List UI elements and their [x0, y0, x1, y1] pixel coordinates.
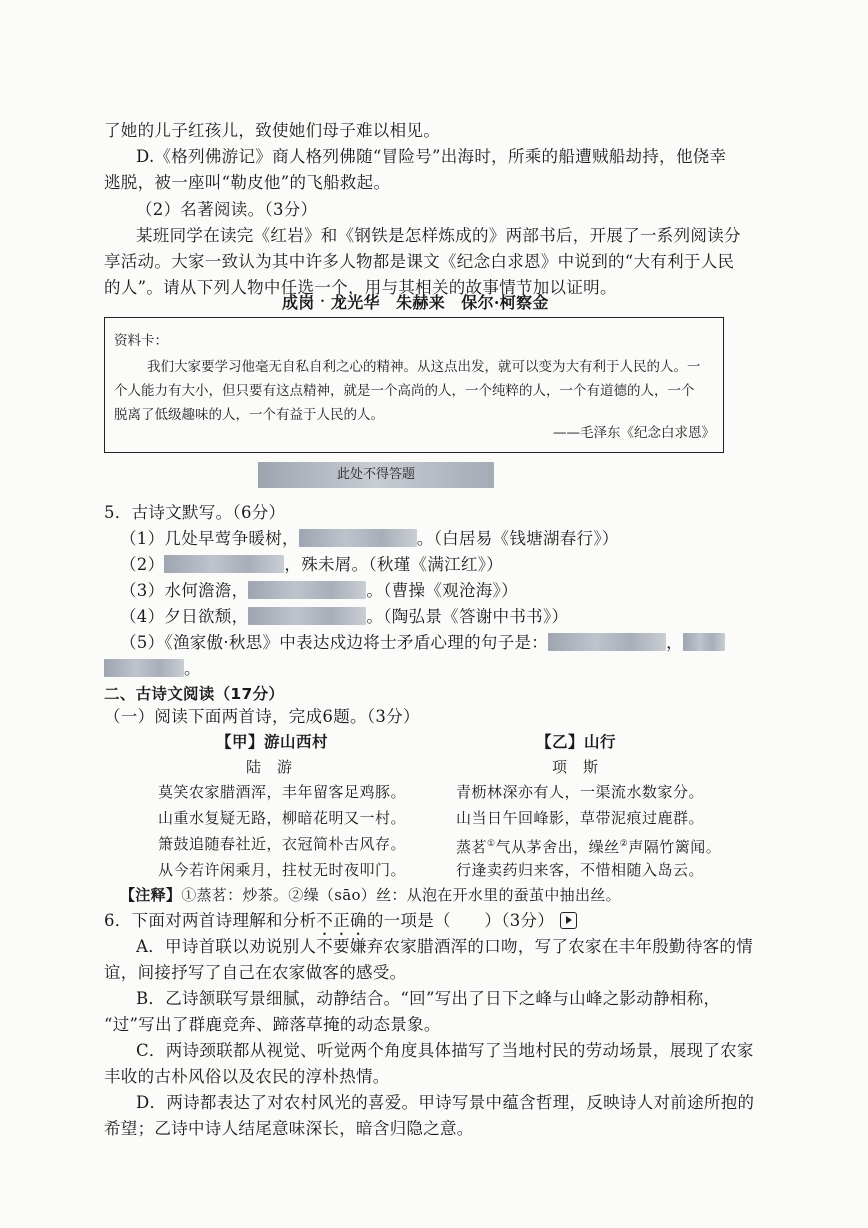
q4-2-heading: （2）名著阅读。（3分） — [136, 200, 318, 219]
answer-blank[interactable] — [248, 581, 366, 599]
poem-b-line3-a: 蒸茗 — [456, 838, 488, 856]
answer-blank[interactable] — [299, 529, 417, 547]
q6-option-c-line2: 丰收的古朴风俗以及农民的淳朴热情。 — [104, 1067, 390, 1086]
no-answer-zone: 此处不得答题 — [258, 462, 494, 488]
q6-stem — [104, 910, 577, 939]
q5-item5 — [120, 632, 725, 654]
video-play-icon[interactable] — [560, 912, 577, 929]
section2-subheading: （一）阅读下面两首诗，完成6题。（3分） — [104, 707, 420, 726]
q5-item1-prompt: （1）几处早莺争暖树， — [120, 529, 299, 548]
card-line2: 个人能力有大小，但只要有这点精神，就是一个高尚的人，一个纯粹的人，一个有道德的人，一个 — [114, 383, 695, 399]
q6-option-a-line2: 谊，间接抒写了自己在农家做客的感受。 — [104, 963, 407, 982]
poem-a-title: 【甲】游山西村 — [216, 733, 329, 751]
poem-b-line3-b: 气从茅舍出，缲丝 — [495, 838, 620, 856]
footnote-marker: ① — [487, 839, 496, 849]
poem-b-author: 项 斯 — [552, 758, 599, 776]
q5-item3-source: 。（曹操《观沧海》） — [366, 581, 518, 600]
poem-b-line3 — [456, 834, 721, 857]
poem-b-line3-c: 声隔竹篱闻。 — [628, 838, 722, 856]
q6-stem-c: 的一项是（ ）（3分） — [366, 911, 555, 930]
poem-b-line4: 行逢卖药归来客，不惜相随入岛云。 — [456, 861, 705, 879]
q6-stem-a: 6．下面对两首诗理解和分析 — [104, 911, 317, 930]
prev-option-d-line2: 逃脱，被一座叫“勒皮他”的飞船救起。 — [104, 173, 391, 192]
q6-option-c-line1: C．两诗颈联都从视觉、听觉两个角度具体描写了当地村民的劳动场景，展现了农家 — [136, 1041, 754, 1060]
q5-item5-cont — [104, 658, 201, 680]
q6-option-b-line2: “过”写出了群鹿竞奔、蹄落草掩的动态景象。 — [104, 1015, 441, 1034]
q5-item2-source: ，殊未屑。（秋瑾《满江红》） — [284, 555, 504, 574]
q6-option-d-line1: D．两诗都表达了对农村风光的喜爱。甲诗写景中蕴含哲理，反映诗人对前途所抱的 — [136, 1093, 755, 1112]
q5-item3 — [120, 580, 518, 602]
annotation-text: ①蒸茗：炒茶。②缲（sāo）丝：从泡在开水里的蚕茧中抽出丝。 — [181, 886, 621, 904]
answer-blank[interactable] — [164, 555, 284, 573]
q6-option-a-line1: A．甲诗首联以劝说别人不要嫌弃农家腊酒浑的口吻，写了农家在丰年殷勤待客的情 — [136, 937, 754, 956]
character-list: 成岗 龙光华 朱赫来 保尔·柯察金 — [282, 293, 549, 312]
poem-a-line1: 莫笑农家腊酒浑，丰年留客足鸡豚。 — [158, 783, 407, 801]
q4-2-para-line3-c: ，用与其相关的故事情节加以证明。 — [347, 278, 617, 297]
card-line3: 脱离了低级趣味的人，一个有益于人民的人。 — [114, 407, 384, 423]
poem-b-title: 【乙】山行 — [536, 733, 617, 751]
reference-card — [104, 317, 724, 453]
q6-option-b-line1: B．乙诗颔联写景细腻，动静结合。“回”写出了日下之峰与山峰之影动静相称， — [136, 989, 721, 1008]
q4-2-para-line1: 某班同学在读完《红岩》和《钢铁是怎样炼成的》两部书后，开展了一系列阅读分 — [136, 226, 741, 245]
poem-a-line2: 山重水复疑无路，柳暗花明又一村。 — [158, 809, 407, 827]
q6-emphasis: 不正确 — [316, 911, 367, 930]
footnote-marker: ② — [619, 839, 629, 849]
annotation — [120, 884, 621, 906]
q5-item3-prompt: （3）水何澹澹， — [120, 581, 249, 600]
q5-item5-end: 。 — [184, 659, 201, 678]
q4-2-para-line3-a: 的人”。请从下列人物中 — [104, 278, 281, 297]
q5-item1-source: 。（白居易《钱塘湖春行》） — [416, 529, 619, 548]
poem-a-line3: 箫鼓追随春社近，衣冠简朴古风存。 — [158, 835, 407, 853]
card-source: ——毛泽东《纪念白求恩》 — [553, 425, 715, 441]
poem-a-line4: 从今若许闲乘月，拄杖无时夜叩门。 — [158, 861, 407, 879]
q5-item5-comma: ， — [666, 633, 683, 652]
poem-b-line1: 青枥林深亦有人，一渠流水数家分。 — [456, 783, 705, 801]
answer-blank[interactable] — [104, 659, 184, 677]
q6-option-d-line2: 希望；乙诗中诗人结尾意味深长，暗含归隐之意。 — [104, 1119, 474, 1138]
q5-item4-source: 。（陶弘景《答谢中书书》） — [366, 607, 569, 626]
answer-blank[interactable] — [683, 633, 725, 651]
q5-heading: 5．古诗文默写。（6分） — [104, 503, 286, 522]
q4-2-emphasis: 任选一个 — [280, 278, 348, 297]
prev-option-d-line1: D.《格列佛游记》商人格列佛随“冒险号”出海时，所乘的船遭贼船劫持，他侥幸 — [136, 147, 727, 166]
prev-option-c-tail: 了她的儿子红孩儿，致使她们母子难以相见。 — [104, 121, 440, 140]
q4-2-para-line2: 享活动。大家一致认为其中许多人物都是课文《纪念白求恩》中说到的“大有利于人民 — [104, 252, 735, 271]
q5-item1 — [120, 528, 619, 550]
answer-blank[interactable] — [248, 607, 366, 625]
answer-blank[interactable] — [548, 633, 666, 651]
q5-item2 — [120, 554, 503, 576]
card-line1: 我们大家要学习他毫无自私自利之心的精神。从这点出发，就可以变为大有利于人民的人。一 — [147, 359, 701, 375]
q5-item4 — [120, 606, 568, 628]
card-title: 资料卡： — [114, 333, 168, 349]
q5-item2-num: （2） — [120, 555, 165, 574]
poem-a-author: 陆 游 — [246, 758, 293, 776]
q5-item5-prompt: （5）《渔家傲·秋思》中表达戍边将士矛盾心理的句子是： — [120, 633, 549, 652]
poem-b-line2: 山当日午回峰影，草带泥痕过鹿群。 — [456, 809, 705, 827]
annotation-label: 【注释】 — [120, 886, 182, 904]
section2-heading: 二、古诗文阅读（17分） — [104, 685, 285, 703]
q5-item4-prompt: （4）夕日欲颓， — [120, 607, 249, 626]
